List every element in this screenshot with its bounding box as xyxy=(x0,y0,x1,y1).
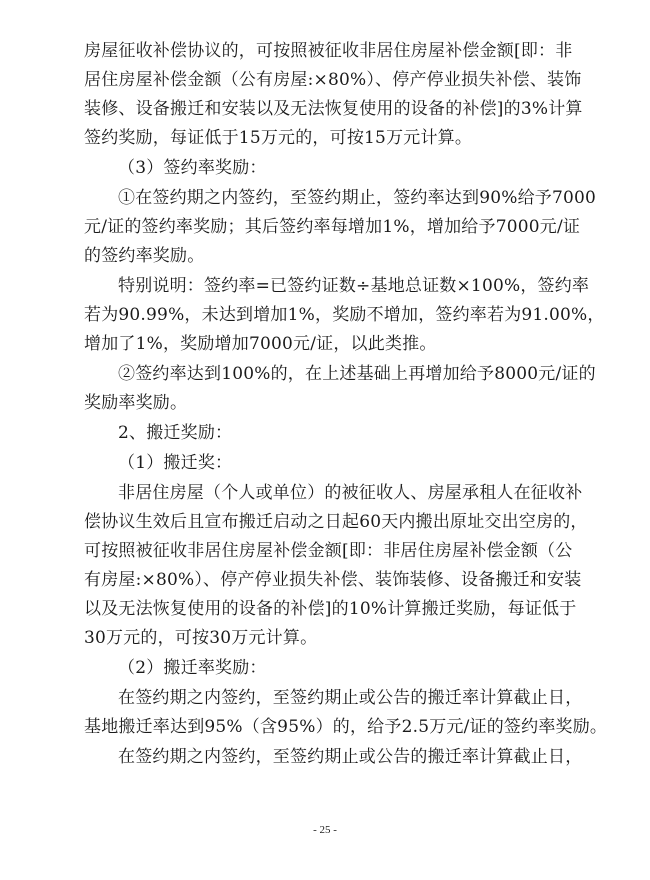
paragraph-line: ②签约率达到100%的，在上述基础上再增加给予8000元/证的 xyxy=(118,364,596,384)
paragraph-line: 元/证的签约率奖励；其后签约率每增加1%，增加给予7000元/证 xyxy=(84,217,581,237)
paragraph-line: 有房屋:×80%）、停产停业损失补偿、装饰装修、设备搬迁和安装 xyxy=(84,570,582,590)
page-number: - 25 - xyxy=(313,824,337,836)
paragraph-line: 在签约期之内签约，至签约期止或公告的搬迁率计算截止日， xyxy=(118,747,583,767)
paragraph-line: 可按照被征收非居住房屋补偿金额[即：非居住房屋补偿金额（公 xyxy=(84,541,573,561)
section-heading: （1）搬迁奖： xyxy=(118,453,233,473)
paragraph-line: 30万元的，可按30万元计算。 xyxy=(84,628,318,648)
paragraph-line: 基地搬迁率达到95%（含95%）的，给予2.5万元/证的签约率奖励。 xyxy=(84,717,608,737)
paragraph-line: 在签约期之内签约，至签约期止或公告的搬迁率计算截止日， xyxy=(118,688,583,708)
document-body xyxy=(84,37,608,772)
paragraph-line: 居住房屋补偿金额（公有房屋:×80%）、停产停业损失补偿、装饰 xyxy=(84,70,582,90)
paragraph-line: 的签约率奖励。 xyxy=(84,246,205,266)
paragraph-line: 非居住房屋（个人或单位）的被征收人、房屋承租人在征收补 xyxy=(118,483,583,503)
section-heading: （2）搬迁率奖励： xyxy=(118,658,267,678)
paragraph-line: 奖励率奖励。 xyxy=(84,393,188,413)
paragraph-line: 房屋征收补偿协议的，可按照被征收非居住房屋补偿金额[即：非 xyxy=(84,41,573,61)
section-heading: 2、搬迁奖励： xyxy=(118,423,233,443)
paragraph-line: 若为90.99%，未达到增加1%，奖励不增加，签约率若为91.00%， xyxy=(84,305,605,325)
paragraph-line: 签约奖励，每证低于15万元的，可按15万元计算。 xyxy=(84,128,473,148)
paragraph-line: 偿协议生效后且宣布搬迁启动之日起60天内搬出原址交出空房的， xyxy=(84,512,588,532)
paragraph-line: 增加了1%，奖励增加7000元/证，以此类推。 xyxy=(84,334,437,354)
paragraph-line: 特别说明：签约率=已签约证数÷基地总证数×100%，签约率 xyxy=(118,276,590,296)
section-heading: （3）签约率奖励： xyxy=(118,158,267,178)
paragraph-line: 装修、设备搬迁和安装以及无法恢复使用的设备的补偿]的3%计算 xyxy=(84,99,583,119)
paragraph-line: 以及无法恢复使用的设备的补偿]的10%计算搬迁奖励，每证低于 xyxy=(84,599,577,619)
paragraph-line: ①在签约期之内签约，至签约期止，签约率达到90%给予7000 xyxy=(118,188,597,208)
